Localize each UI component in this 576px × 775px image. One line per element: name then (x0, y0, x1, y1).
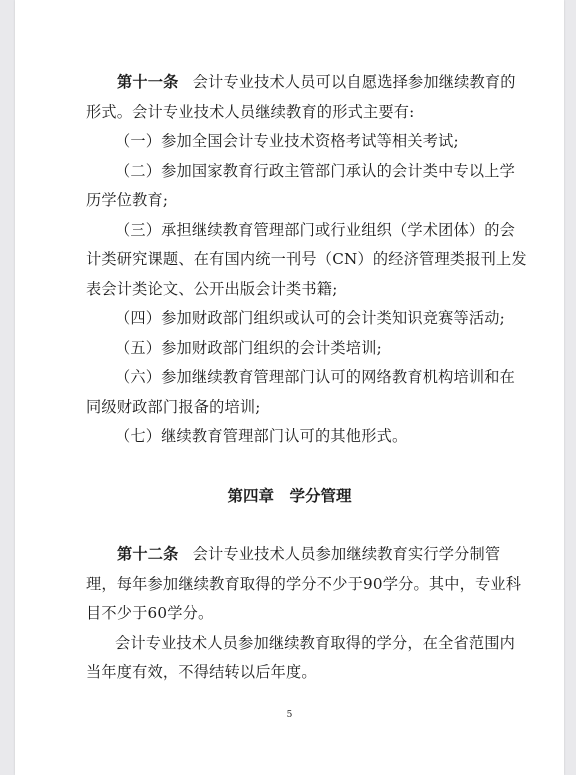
article-11-item-2: （二）参加国家教育行政主管部门承认的会计类中专以上学 (115, 162, 516, 180)
article-12-line-2: 理，每年参加继续教育取得的学分不少于90学分。其中，专业科 (86, 575, 522, 593)
page-number: 5 (286, 710, 293, 720)
article-12-line-3: 目不少于60学分。 (86, 604, 214, 622)
article-11-item-7: （七）继续教育管理部门认可的其他形式。 (115, 427, 408, 445)
article-11-item-2-cont: 历学位教育; (86, 191, 169, 209)
article-12-label: 第十二条 (117, 545, 179, 563)
article-11-item-1: （一）参加全国会计专业技术资格考试等相关考试; (115, 132, 459, 150)
article-11-item-6: （六）参加继续教育管理部门认可的网络教育机构培训和在 (115, 368, 516, 386)
document-page (15, 0, 564, 775)
article-12-first-line (117, 544, 500, 564)
article-12-text: 会计专业技术人员参加继续教育实行学分制管 (192, 545, 501, 563)
article-11-line-2: 形式。会计专业技术人员继续教育的形式主要有: (86, 103, 415, 121)
article-11-item-5: （五）参加财政部门组织的会计类培训; (115, 339, 382, 357)
article-11-item-4: （四）参加财政部门组织或认可的会计类知识竞赛等活动; (115, 309, 506, 327)
article-11-text: 会计专业技术人员可以自愿选择参加继续教育的 (192, 73, 516, 91)
article-11-item-6-cont: 同级财政部门报备的培训; (86, 398, 261, 416)
article-11-item-3: （三）承担继续教育管理部门或行业组织（学术团体）的会 (115, 221, 516, 239)
article-11-item-3-cont-1: 计类研究课题、在有国内统一刊号（CN）的经济管理类报刊上发 (86, 250, 527, 268)
article-12-para-2: 会计专业技术人员参加继续教育取得的学分，在全省范围内 (115, 634, 516, 652)
article-11-first-line (117, 72, 516, 92)
article-11-label: 第十一条 (117, 73, 179, 91)
chapter-4-heading: 第四章 学分管理 (227, 487, 352, 505)
article-11-item-3-cont-2: 表会计类论文、公开出版会计类书籍; (86, 280, 338, 298)
article-12-para-2-cont: 当年度有效，不得结转以后年度。 (86, 663, 317, 681)
